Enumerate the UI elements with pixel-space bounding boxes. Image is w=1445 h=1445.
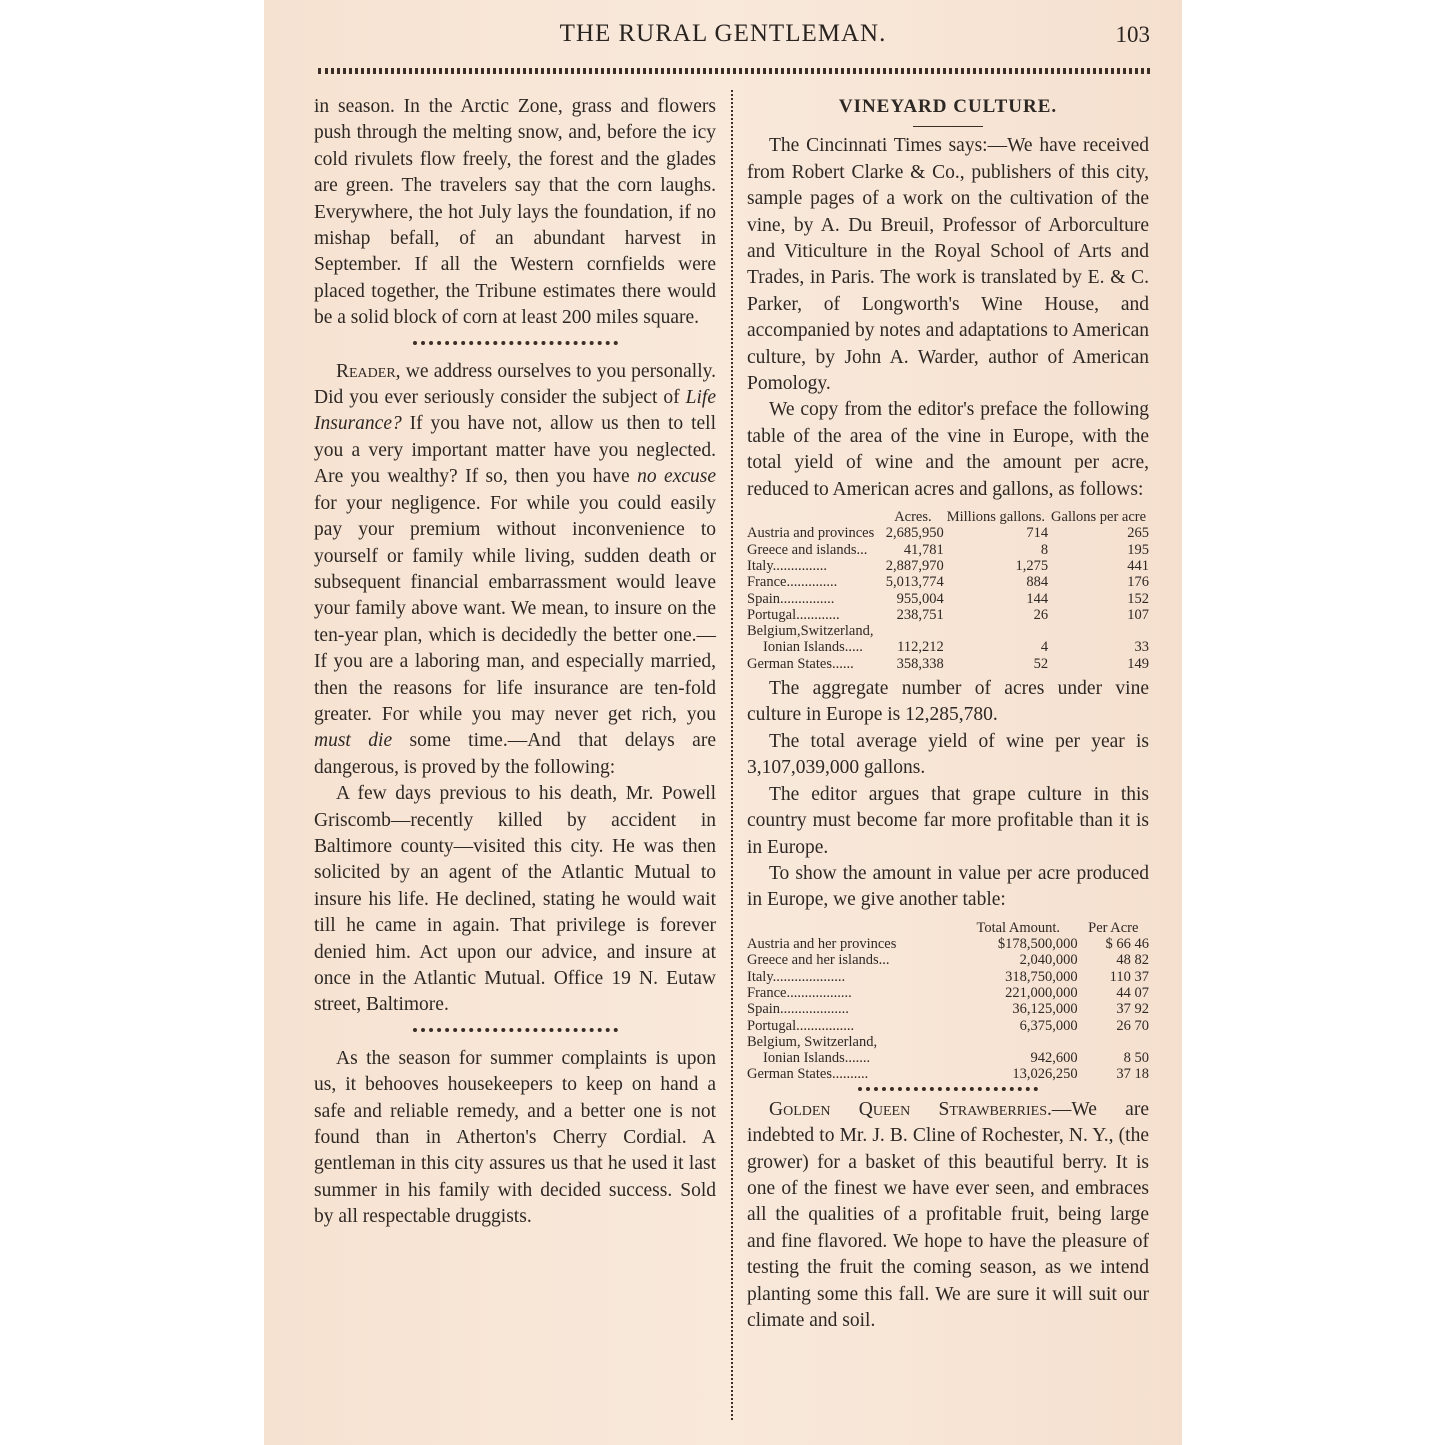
row-label: Austria and her provinces <box>747 936 897 953</box>
per-acre-cell: 44 07 <box>1116 984 1149 1001</box>
per-acre-cell: $ 66 46 <box>1105 936 1149 953</box>
aggregate-paragraph: The aggregate number of acres under vine culture in Europe is 12,285,780. <box>747 678 1149 726</box>
table-row <box>747 936 1149 952</box>
per-acre-cell <box>1078 1034 1149 1050</box>
per-acre-cell: 110 37 <box>1109 968 1149 985</box>
col-header: Millions gallons. <box>946 509 1046 526</box>
table-row <box>747 623 1149 639</box>
acres-cell: 358,338 <box>896 655 944 672</box>
acres-cell: 238,751 <box>896 606 944 623</box>
table-row <box>747 639 1149 655</box>
row-label: Belgium,Switzerland, <box>747 623 874 640</box>
strawberries-paragraph <box>747 1097 1149 1335</box>
row-label: Portugal................ <box>747 1017 855 1034</box>
section-separator <box>413 1028 618 1032</box>
per-acre-cell: 26 70 <box>1116 1017 1149 1034</box>
col-header: Per Acre <box>1088 919 1139 936</box>
acres-cell: 2,685,950 <box>885 525 944 542</box>
row-label: Greece and islands... <box>747 541 868 558</box>
col-header: Total Amount. <box>976 919 1061 936</box>
row-label: Austria and provinces <box>747 525 875 542</box>
row-label: Spain................... <box>747 1001 849 1018</box>
per-acre-cell: 176 <box>1127 574 1149 591</box>
per-acre-cell: 37 18 <box>1116 1066 1149 1083</box>
millions-cell: 4 <box>1040 639 1049 656</box>
row-label: France.............. <box>747 574 838 591</box>
table-row <box>747 1018 1149 1034</box>
left-column <box>314 94 716 1231</box>
total-cell: 36,125,000 <box>1012 1001 1078 1018</box>
millions-cell: 884 <box>1026 574 1049 591</box>
editor-argues-paragraph: The editor argues that grape culture in this country must become far more profitable than it is in Europe. <box>747 783 1149 858</box>
total-cell: $178,500,000 <box>997 936 1078 953</box>
table-row <box>747 591 1149 607</box>
per-acre-cell: 152 <box>1127 590 1149 607</box>
per-acre-cell: 107 <box>1127 606 1149 623</box>
acres-cell: 112,212 <box>897 639 944 656</box>
vine-area-table <box>747 509 1149 672</box>
table-row <box>747 574 1149 590</box>
table-row <box>747 952 1149 968</box>
row-label: Ionian Islands....... <box>763 1050 871 1067</box>
per-acre-cell: 33 <box>1134 639 1149 656</box>
text-run: If you have not, allow us then to tell you a very important matter have you neglected. Are you wealthy? If so, then you have <box>314 413 716 488</box>
table-row <box>747 1001 1149 1017</box>
arctic-paragraph: in season. In the Arctic Zone, grass and flowers push through the melting snow, and, before the icy cold rivulets flow freely, the forest and the glades are green. The travelers say that the corn laughs. Everywhere, the hot July lays the foundation, if no mishap befall, of an abundant harvest in September. If all the Western cornfields were placed together, the Tribune estimates there would be a solid block of corn at least 200 miles square. <box>314 96 716 329</box>
acres-cell: 2,887,970 <box>885 557 944 574</box>
column-divider <box>731 90 733 1420</box>
life-insurance-paragraph <box>314 359 716 782</box>
total-cell: 221,000,000 <box>1005 984 1078 1001</box>
row-label: Italy.................... <box>747 968 846 985</box>
total-cell: 13,026,250 <box>1012 1066 1078 1083</box>
header-rule <box>318 68 1150 74</box>
per-acre-cell: 195 <box>1127 541 1149 558</box>
text-run: , we address ourselves to you personally. Did you ever seriously consider the subject of <box>314 360 716 409</box>
preface-paragraph: We copy from the editor's preface the following table of the area of the vine in Europe, with the total yield of wine and the amount per acre, reduced to American acres and gallons, as follows: <box>747 399 1149 500</box>
col-header: Acres. <box>894 509 932 526</box>
millions-cell: 144 <box>1026 590 1049 607</box>
per-acre-cell: 149 <box>1127 655 1149 672</box>
cincinnati-paragraph: The Cincinnati Times says:—We have received from Robert Clarke & Co., publishers of this city, sample pages of a work on the cultivation of the vine, by A. Du Breuil, Professor of Arborculture and Viticulture in the Royal School of Arts and Trades, in Paris. The work is translated by E. & C. Parker, of Longworth's Wine House, and accompanied by notes and adaptations to American culture, by John A. Warder, author of American Pomology. <box>747 135 1149 395</box>
row-label: German States...... <box>747 655 854 672</box>
millions-cell: 26 <box>1033 606 1049 623</box>
text-run: for your negligence. For while you could easily pay your premium without inconvenience to yourself or family while living, sudden death or subsequent financial embarrassment would leave your family above want. We mean, to insure on the ten-year plan, which is decidedly the better one.—If you are a laboring man, and especially married, then the reasons for life insurance are ten-fold greater. For while you may never get rich, you <box>314 492 716 725</box>
millions-cell <box>944 623 1048 639</box>
table-row <box>747 656 1149 672</box>
row-label: Portugal............ <box>747 606 840 623</box>
table-row <box>747 969 1149 985</box>
row-label: German States.......... <box>747 1066 869 1083</box>
italic-run: Life Insurance? <box>314 387 716 435</box>
article-title: VINEYARD CULTURE. <box>838 96 1058 117</box>
acres-cell <box>882 623 944 639</box>
per-acre-cell: 37 92 <box>1116 1001 1149 1018</box>
title-underline <box>913 126 983 127</box>
row-label: Italy............... <box>747 557 828 574</box>
millions-cell: 52 <box>1033 655 1049 672</box>
text-run: some time.—And that delays are dangerous, is proved by the following: <box>314 730 716 778</box>
total-cell <box>959 1034 1078 1050</box>
strawberries-lead: Golden Queen Strawberries <box>769 1098 1048 1120</box>
per-acre-cell: 8 50 <box>1123 1050 1149 1067</box>
text-run: .—We are indebted to Mr. J. B. Cline of Rochester, N. Y., (the grower) for a basket of this beautiful berry. It is one of the finest we have ever seen, and embraces all the qualities of a profitable fruit, being large and fine flavored. We hope to have the pleasure of testing the fruit the coming season, as we intend planting some this fall. We are sure it will suit our climate and soil. <box>747 1098 1149 1331</box>
total-cell: 2,040,000 <box>1019 952 1078 969</box>
col-header: Gallons per acre <box>1051 509 1147 526</box>
table-row <box>747 985 1149 1001</box>
table-row <box>747 1050 1149 1066</box>
row-label: Belgium, Switzerland, <box>747 1033 878 1050</box>
table-row <box>747 607 1149 623</box>
table-row <box>747 525 1149 541</box>
table-row <box>747 1066 1149 1082</box>
griscomb-paragraph: A few days previous to his death, Mr. Powell Griscomb—recently killed by accident in Baltimore county—visited this city. He was then solicited by an agent of the Atlantic Mutual to insure his life. He declined, stating he would wait till he came in again. That privilege is forever denied him. Act upon our advice, and insure at once in the Atlantic Mutual. Office 19 N. Eutaw street, Baltimore. <box>314 783 716 1016</box>
newspaper-page <box>264 0 1182 1445</box>
millions-cell: 714 <box>1026 525 1049 542</box>
row-label: Ionian Islands..... <box>763 639 863 656</box>
table-row <box>747 542 1149 558</box>
right-column <box>747 94 1149 1334</box>
table-header-row <box>747 509 1149 525</box>
total-cell: 318,750,000 <box>1005 968 1078 985</box>
total-cell: 942,600 <box>1030 1050 1078 1067</box>
yield-paragraph: The total average yield of wine per year is 3,107,039,000 gallons. <box>747 730 1149 779</box>
table-row <box>747 1034 1149 1050</box>
value-intro-paragraph: To show the amount in value per acre produced in Europe, we give another table: <box>747 862 1149 911</box>
per-acre-cell: 441 <box>1127 557 1149 574</box>
page-title: THE RURAL GENTLEMAN. <box>559 20 887 47</box>
row-label: Greece and her islands... <box>747 952 890 969</box>
row-label: Spain............... <box>747 590 835 607</box>
per-acre-cell: 48 82 <box>1116 952 1149 969</box>
value-table <box>747 920 1149 1083</box>
acres-cell: 955,004 <box>896 590 944 607</box>
table-row <box>747 558 1149 574</box>
acres-cell: 5,013,774 <box>885 574 944 591</box>
table-header-row <box>747 920 1149 936</box>
acres-cell: 41,781 <box>903 541 944 558</box>
section-separator <box>413 341 618 345</box>
italic-run: no excuse <box>637 466 716 488</box>
millions-cell: 1,275 <box>1015 557 1049 574</box>
total-cell: 6,375,000 <box>1019 1017 1078 1034</box>
section-separator <box>858 1087 1038 1091</box>
cherry-cordial-paragraph: As the season for summer complaints is upon us, it behooves housekeepers to keep on hand a safe and reliable remedy, and a better one is not found than in Atherton's Cherry Cordial. A gentleman in this city assures us that he used it last summer in his family with decided success. Sold by all respectable druggists. <box>314 1047 716 1228</box>
millions-cell: 8 <box>1040 541 1049 558</box>
page-number: 103 <box>1115 22 1150 47</box>
italic-run: must die <box>314 730 393 752</box>
per-acre-cell: 265 <box>1127 525 1149 542</box>
reader-lead: Reader <box>336 360 396 382</box>
row-label: France.................. <box>747 984 852 1001</box>
per-acre-cell <box>1048 623 1149 639</box>
